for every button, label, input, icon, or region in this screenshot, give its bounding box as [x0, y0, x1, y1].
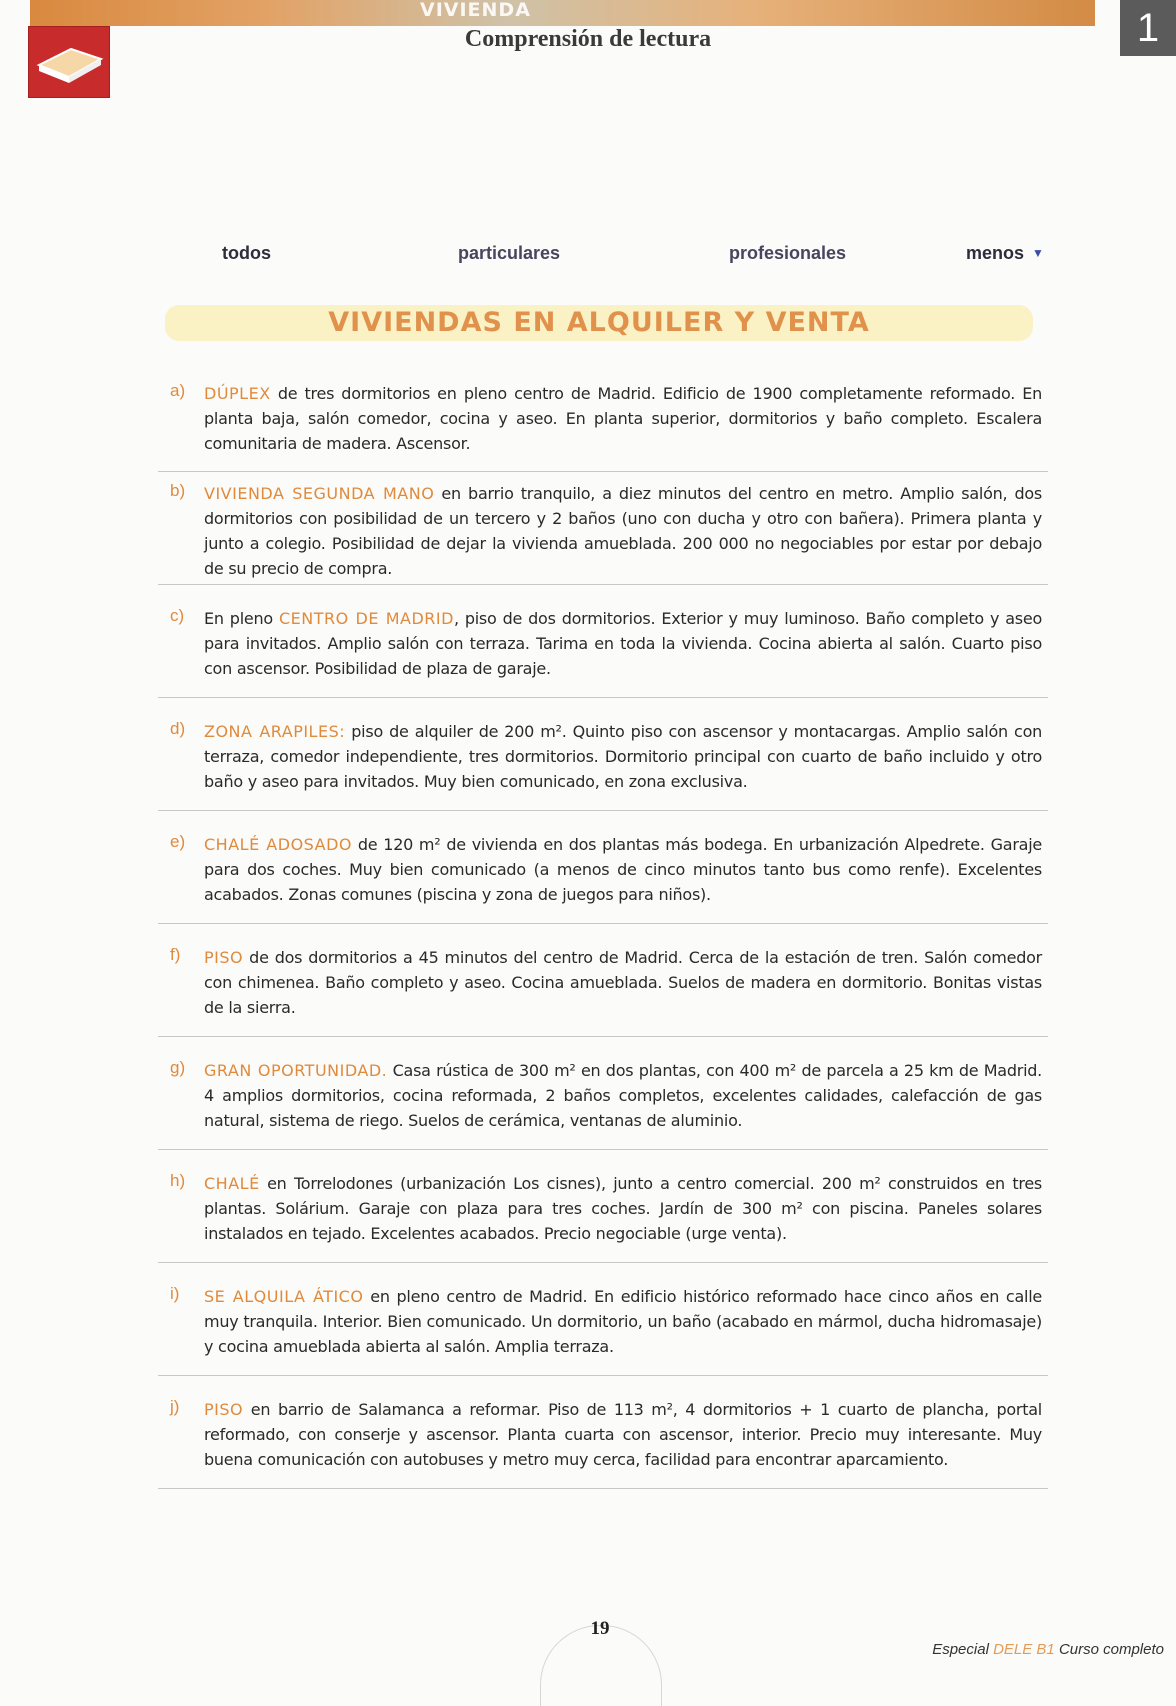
ad-divider: [158, 584, 1048, 585]
ad-keyword: ZONA ARAPILES:: [204, 722, 346, 741]
ad-text: [204, 1284, 1042, 1359]
ad-letter: a): [170, 381, 186, 400]
ad-description: Casa rústica de 300 m² en dos plantas, con 400 m² de parcela a 25 km de Madrid. 4 amplios dormitorios, cocina reformada, 2 baños completos, excelentes calidades, calefacción de gas natural, sistema de riego. Suelos de cerámica, ventanas de aluminio.: [204, 1061, 1043, 1130]
ad-description: de 120 m² de vivienda en dos plantas más bodega. En urbanización Alpedrete. Garaje para dos coches. Muy bien comunicado (a menos de cinco minutos tanto bus como renfe). Excelentes acabados. Zonas comunes (piscina y zona de juegos para niños).: [204, 835, 1042, 904]
ad-text: [204, 945, 1042, 1020]
ad-text: [204, 719, 1042, 794]
ad-keyword: DÚPLEX: [204, 384, 271, 403]
ad-text: [204, 481, 1042, 581]
ad-divider: [158, 810, 1048, 811]
ad-description: en Torrelodones (urbanización Los cisnes), junto a centro comercial. 200 m² construidos en tres plantas. Solárium. Garaje con plaza para tres coches. Jardín de 300 m² con piscina. Paneles solares instalados en tejado. Excelentes acabados. Precio negociable (urge venta).: [204, 1174, 1042, 1243]
ad-text: [204, 381, 1042, 456]
ad-text: [204, 1171, 1042, 1246]
header-band: [30, 0, 1095, 26]
ad-description: en barrio de Salamanca a reformar. Piso de 113 m², 4 dormitorios + 1 cuarto de plancha, portal reformado, con conserje y ascensor. Planta cuarta con ascensor, interior. Precio muy interesante. Muy buena comunicación con autobuses y metro muy cerca, facilidad para encontrar aparcamiento.: [204, 1400, 1042, 1469]
footer-suffix: Curso completo: [1054, 1641, 1164, 1658]
filter-professional[interactable]: profesionales: [729, 243, 847, 263]
ad-keyword: PISO: [204, 948, 244, 967]
ad-divider: [158, 697, 1048, 698]
ad-keyword: GRAN OPORTUNIDAD.: [204, 1061, 388, 1080]
banner-title: VIVIENDAS EN ALQUILER Y VENTA: [328, 307, 870, 338]
ad-description: de tres dormitorios en pleno centro de Madrid. Edificio de 1900 completamente reformado. En planta baja, salón comedor, cocina y aseo. En planta superior, dormitorios y baño completo. Escalera comunitaria de madera. Ascensor.: [204, 384, 1042, 453]
ad-description: , piso de dos dormitorios. Exterior y muy luminoso. Baño completo y aseo para invitados. Amplio salón con terraza. Tarima en toda la vivienda. Cocina abierta al salón. Cuarto piso con ascensor. Posibilidad de plaza de garaje.: [204, 609, 1043, 678]
ad-letter: h): [170, 1171, 186, 1190]
ad-keyword: SE ALQUILA ÁTICO: [204, 1287, 364, 1306]
section-title: Comprensión de lectura: [464, 26, 712, 52]
ad-keyword: CHALÉ: [204, 1174, 260, 1193]
ad-letter: f): [170, 945, 181, 964]
filter-all[interactable]: todos: [222, 243, 271, 263]
ad-description: piso de alquiler de 200 m². Quinto piso con ascensor y montacargas. Amplio salón con terraza, comedor independiente, tres dormitorios. Dormitorio principal con cuarto de baño incluido y otro baño y aseo para invitados. Muy bien comunicado, en zona exclusiva.: [204, 722, 1042, 791]
ad-divider: [158, 471, 1048, 472]
ad-keyword: CENTRO DE MADRID: [278, 609, 454, 628]
footer-book-title: [932, 1641, 1164, 1658]
ad-letter: b): [170, 481, 186, 500]
filter-private[interactable]: particulares: [458, 243, 561, 263]
ad-keyword: VIVIENDA SEGUNDA MANO: [204, 484, 435, 503]
ad-description: de dos dormitorios a 45 minutos del centro de Madrid. Cerca de la estación de tren. Salón comedor con chimenea. Baño completo y aseo. Cocina amueblada. Suelos de madera en dormitorio. Bonitas vistas de la sierra.: [204, 948, 1042, 1017]
ad-prefix: En pleno: [204, 609, 279, 628]
ad-letter: e): [170, 832, 186, 851]
ad-text: [204, 1397, 1042, 1472]
ad-letter: i): [170, 1284, 180, 1303]
filter-less-label: menos: [966, 243, 1025, 263]
footer-prefix: Especial: [932, 1641, 994, 1658]
ad-text: [204, 832, 1042, 907]
ad-letter: j): [170, 1397, 180, 1416]
ad-letter: g): [170, 1058, 186, 1077]
footer-accent: DELE B1: [993, 1641, 1055, 1658]
filter-bar: [0, 243, 1176, 269]
filter-less[interactable]: [966, 243, 1044, 264]
ad-divider: [158, 1262, 1048, 1263]
ad-text: [204, 1058, 1042, 1133]
ad-divider: [158, 1149, 1048, 1150]
ad-divider: [158, 923, 1048, 924]
page-number: 19: [590, 1618, 610, 1639]
ad-description: en pleno centro de Madrid. En edificio histórico reformado hace cinco años en calle muy tranquila. Interior. Bien comunicado. Un dormitorio, un baño (acabado en mármol, ducha hidromasaje) y cocina amueblada abierta al salón. Amplia terraza.: [204, 1287, 1042, 1356]
ad-letter: d): [170, 719, 186, 738]
header-band-text: VIVIENDA: [420, 0, 531, 21]
ad-divider: [158, 1375, 1048, 1376]
ad-letter: c): [170, 606, 185, 625]
ad-description: en barrio tranquilo, a diez minutos del centro en metro. Amplio salón, dos dormitorios con posibilidad de un tercero y 2 baños (uno con ducha y otro con bañera). Primera planta y junto a colegio. Posibilidad de dejar la vivienda amueblada. 200 000 no negociables por estar por debajo de su precio de compra.: [204, 484, 1043, 578]
ad-text: [204, 606, 1042, 681]
listings-banner: [165, 305, 1033, 341]
dropdown-arrow-icon: ▼: [1032, 246, 1044, 260]
ad-keyword: CHALÉ ADOSADO: [204, 835, 352, 854]
ad-keyword: PISO: [204, 1400, 244, 1419]
unit-number-badge: 1: [1120, 0, 1176, 56]
ad-divider: [158, 1488, 1048, 1489]
ad-divider: [158, 1036, 1048, 1037]
